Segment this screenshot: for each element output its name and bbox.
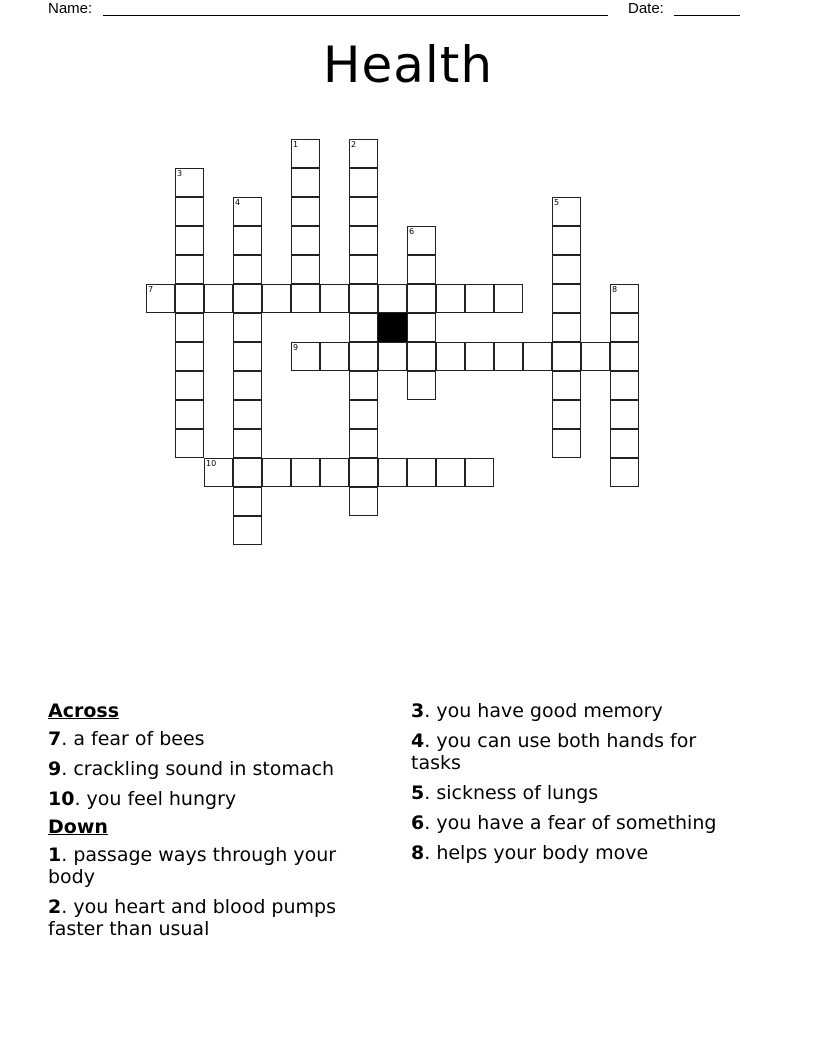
clue-text: crackling sound in stomach bbox=[73, 758, 335, 780]
grid-cell[interactable] bbox=[204, 284, 233, 313]
grid-cell[interactable] bbox=[175, 400, 204, 429]
cell-number: 8 bbox=[612, 285, 618, 294]
grid-cell[interactable] bbox=[175, 313, 204, 342]
clue-text: passage ways through your body bbox=[48, 844, 337, 888]
grid-cell[interactable] bbox=[407, 458, 436, 487]
grid-cell[interactable] bbox=[581, 342, 610, 371]
grid-cell[interactable] bbox=[233, 429, 262, 458]
clue-text: you heart and blood pumps faster than usual bbox=[48, 896, 336, 940]
cell-number: 9 bbox=[293, 343, 299, 352]
grid-cell[interactable] bbox=[465, 458, 494, 487]
grid-cell[interactable] bbox=[610, 313, 639, 342]
black-cell bbox=[378, 313, 407, 342]
page-title: Health bbox=[322, 36, 494, 94]
grid-cell[interactable] bbox=[436, 284, 465, 313]
grid-cell[interactable] bbox=[175, 371, 204, 400]
grid-cell[interactable] bbox=[233, 487, 262, 516]
grid-cell[interactable] bbox=[175, 197, 204, 226]
grid-cell[interactable] bbox=[233, 342, 262, 371]
grid-cell[interactable] bbox=[291, 255, 320, 284]
grid-cell[interactable] bbox=[552, 226, 581, 255]
cell-number: 7 bbox=[148, 285, 154, 294]
cell-number: 1 bbox=[293, 140, 299, 149]
grid-cell[interactable] bbox=[378, 284, 407, 313]
name-field[interactable] bbox=[103, 15, 608, 16]
name-label: Name: bbox=[48, 0, 93, 17]
grid-cell[interactable] bbox=[407, 284, 436, 313]
grid-cell[interactable] bbox=[610, 371, 639, 400]
grid-cell[interactable] bbox=[465, 284, 494, 313]
grid-cell[interactable] bbox=[233, 516, 262, 545]
grid-cell[interactable] bbox=[349, 487, 378, 516]
grid-cell[interactable] bbox=[233, 255, 262, 284]
grid-cell[interactable] bbox=[233, 226, 262, 255]
clue-number: 2 bbox=[48, 896, 62, 918]
clue-across-7: 7. a fear of bees bbox=[48, 728, 205, 750]
clue-text: sickness of lungs bbox=[436, 782, 599, 804]
grid-cell[interactable] bbox=[291, 226, 320, 255]
clue-down-5: 5. sickness of lungs bbox=[411, 782, 599, 804]
grid-cell[interactable] bbox=[349, 255, 378, 284]
grid-cell[interactable] bbox=[349, 400, 378, 429]
grid-cell[interactable] bbox=[349, 139, 378, 168]
cell-number: 4 bbox=[235, 198, 241, 207]
clue-down-3: 3. you have good memory bbox=[411, 700, 663, 722]
grid-cell[interactable] bbox=[291, 458, 320, 487]
grid-cell[interactable] bbox=[407, 255, 436, 284]
grid-cell[interactable] bbox=[610, 429, 639, 458]
grid-cell[interactable] bbox=[233, 458, 262, 487]
grid-cell[interactable] bbox=[378, 458, 407, 487]
clue-number: 1 bbox=[48, 844, 62, 866]
grid-cell[interactable] bbox=[610, 284, 639, 313]
grid-cell[interactable] bbox=[262, 458, 291, 487]
clue-down-1: 1. passage ways through your body bbox=[48, 844, 337, 888]
grid-cell[interactable] bbox=[552, 313, 581, 342]
across-heading: Across bbox=[48, 700, 120, 722]
grid-cell[interactable] bbox=[146, 284, 175, 313]
cell-number: 6 bbox=[409, 227, 415, 236]
clue-text: you have a fear of something bbox=[436, 812, 717, 834]
grid-cell[interactable] bbox=[407, 226, 436, 255]
grid-cell[interactable] bbox=[175, 342, 204, 371]
clue-number: 6 bbox=[411, 812, 425, 834]
clue-number: 9 bbox=[48, 758, 62, 780]
clue-down-4: 4. you can use both hands for tasks bbox=[411, 730, 697, 774]
clue-text: a fear of bees bbox=[73, 728, 205, 750]
grid-cell[interactable] bbox=[610, 400, 639, 429]
grid-cell[interactable] bbox=[610, 458, 639, 487]
grid-cell[interactable] bbox=[552, 197, 581, 226]
clues-column-left bbox=[48, 700, 388, 948]
down-heading: Down bbox=[48, 816, 108, 838]
grid-cell[interactable] bbox=[494, 284, 523, 313]
grid-cell[interactable] bbox=[233, 284, 262, 313]
grid-cell[interactable] bbox=[233, 400, 262, 429]
grid-cell[interactable] bbox=[349, 342, 378, 371]
grid-cell[interactable] bbox=[552, 429, 581, 458]
clue-number: 7 bbox=[48, 728, 62, 750]
grid-cell[interactable] bbox=[291, 284, 320, 313]
grid-cell[interactable] bbox=[320, 458, 349, 487]
grid-cell[interactable] bbox=[407, 371, 436, 400]
crossword-grid bbox=[146, 139, 640, 547]
grid-cell[interactable] bbox=[407, 342, 436, 371]
cell-number: 5 bbox=[554, 198, 560, 207]
grid-cell[interactable] bbox=[465, 342, 494, 371]
grid-cell[interactable] bbox=[349, 371, 378, 400]
grid-cell[interactable] bbox=[349, 197, 378, 226]
clue-text: you have good memory bbox=[436, 700, 663, 722]
clue-text: helps your body move bbox=[436, 842, 649, 864]
grid-cell[interactable] bbox=[552, 400, 581, 429]
grid-cell[interactable] bbox=[349, 429, 378, 458]
grid-cell[interactable] bbox=[407, 313, 436, 342]
clue-across-10: 10. you feel hungry bbox=[48, 788, 237, 810]
cell-number: 2 bbox=[351, 140, 357, 149]
grid-cell[interactable] bbox=[175, 284, 204, 313]
grid-cell[interactable] bbox=[320, 342, 349, 371]
grid-cell[interactable] bbox=[436, 458, 465, 487]
grid-cell[interactable] bbox=[233, 371, 262, 400]
grid-cell[interactable] bbox=[552, 342, 581, 371]
grid-cell[interactable] bbox=[523, 342, 552, 371]
grid-cell[interactable] bbox=[233, 197, 262, 226]
grid-cell[interactable] bbox=[349, 313, 378, 342]
clue-down-6: 6. you have a fear of something bbox=[411, 812, 717, 834]
clue-number: 10 bbox=[48, 788, 75, 810]
grid-cell[interactable] bbox=[233, 313, 262, 342]
clue-number: 4 bbox=[411, 730, 425, 752]
grid-cell[interactable] bbox=[204, 458, 233, 487]
cell-number: 10 bbox=[206, 459, 217, 468]
clue-number: 8 bbox=[411, 842, 425, 864]
date-field[interactable] bbox=[674, 15, 740, 16]
cell-number: 3 bbox=[177, 169, 183, 178]
clue-text: you can use both hands for tasks bbox=[411, 730, 697, 774]
clue-text: you feel hungry bbox=[86, 788, 237, 810]
grid-cell[interactable] bbox=[175, 226, 204, 255]
grid-cell[interactable] bbox=[378, 342, 407, 371]
clue-number: 5 bbox=[411, 782, 425, 804]
grid-cell[interactable] bbox=[291, 168, 320, 197]
grid-cell[interactable] bbox=[610, 342, 639, 371]
grid-cell[interactable] bbox=[552, 371, 581, 400]
clue-down-8: 8. helps your body move bbox=[411, 842, 649, 864]
date-label: Date: bbox=[628, 0, 664, 17]
clue-down-2: 2. you heart and blood pumps faster than usual bbox=[48, 896, 336, 940]
grid-cell[interactable] bbox=[436, 342, 465, 371]
grid-cell[interactable] bbox=[175, 429, 204, 458]
grid-cell[interactable] bbox=[291, 342, 320, 371]
grid-cell[interactable] bbox=[175, 255, 204, 284]
grid-cell[interactable] bbox=[552, 284, 581, 313]
worksheet-header bbox=[48, 0, 748, 20]
grid-cell[interactable] bbox=[291, 139, 320, 168]
grid-cell[interactable] bbox=[262, 284, 291, 313]
clue-number: 3 bbox=[411, 700, 425, 722]
grid-cell[interactable] bbox=[349, 168, 378, 197]
grid-cell[interactable] bbox=[349, 284, 378, 313]
clue-across-9: 9. crackling sound in stomach bbox=[48, 758, 335, 780]
grid-cell[interactable] bbox=[320, 284, 349, 313]
grid-cell[interactable] bbox=[552, 255, 581, 284]
grid-cell[interactable] bbox=[175, 168, 204, 197]
grid-cell[interactable] bbox=[291, 197, 320, 226]
grid-cell[interactable] bbox=[349, 226, 378, 255]
grid-cell[interactable] bbox=[349, 458, 378, 487]
grid-cell[interactable] bbox=[494, 342, 523, 371]
clues-column-right bbox=[411, 700, 751, 872]
